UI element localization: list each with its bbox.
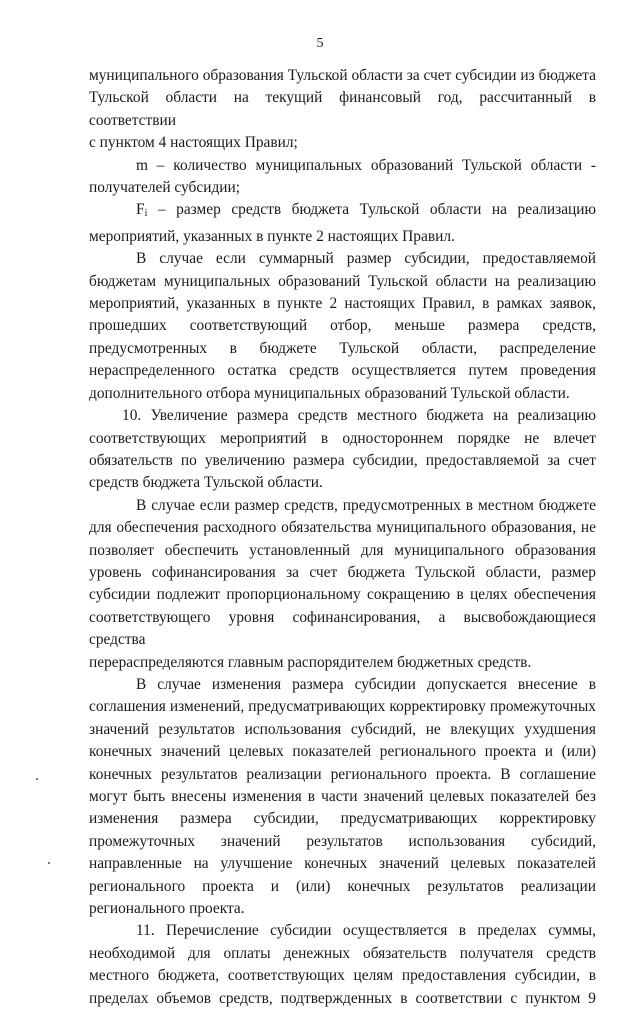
text-line: перераспределяются главным распорядителем бюджетных средств. — [89, 653, 532, 671]
text-line: В случае изменения размера субсидии допускается внесение в — [136, 675, 596, 693]
paragraph-remaining-funds — [89, 248, 596, 405]
text-line: конечных значений целевых показателей регионального проекта и (или) — [89, 743, 596, 761]
text-line: бюджетам муниципальных образований Тульской области на реализацию — [89, 272, 596, 290]
document-body — [89, 65, 596, 1010]
text-line: соответствующих мероприятий в одностороннем порядке не влечет — [89, 429, 596, 447]
text-line: обязательств по увеличению размера субсидии, предоставляемой за счет — [89, 451, 596, 469]
text-line: направленные на улучшение конечных значений целевых показателей — [89, 855, 596, 873]
paragraph-item-11 — [89, 920, 596, 1010]
text-line: В случае если суммарный размер субсидии, предоставляемой — [136, 250, 596, 268]
text-line: дополнительного отбора муниципальных образований Тульской области. — [89, 384, 570, 402]
text-line: В случае если размер средств, предусмотренных в местном бюджете — [136, 496, 596, 514]
text-line: могут быть внесены изменения в части значений целевых показателей без — [89, 788, 596, 805]
text-line: позволяет обеспечить установленный для муниципального образования — [89, 541, 596, 559]
formula-subscript: i — [144, 208, 148, 220]
text-line: m – количество муниципальных образований Тульской области - — [136, 156, 596, 174]
paragraph-m-definition — [89, 155, 596, 200]
scan-speck — [48, 862, 50, 864]
text-line: субсидии подлежит пропорциональному сокращению в целях обеспечения — [89, 586, 596, 604]
paragraph-agreement-changes — [89, 674, 596, 920]
text-line: пределах объемов средств, подтвержденных в соответствии с пунктом 9 — [89, 989, 596, 1007]
text-line: прошедших соответствующий отбор, меньше размера средств, — [89, 317, 596, 335]
text-line: получателей субсидии; — [89, 179, 241, 197]
text-line: регионального проекта и (или) конечных результатов реализации — [89, 877, 596, 895]
text-line: конечных результатов реализации регионального проекта. В соглашение — [89, 765, 596, 783]
text-line — [89, 199, 596, 225]
text-line: значений результатов использования субсидий, не влекущих ухудшения — [89, 720, 596, 738]
text-line: предусмотренных в бюджете Тульской области, распределение — [89, 339, 596, 357]
text-line: местного бюджета, соответствующих целям предоставления субсидии, в — [89, 967, 596, 985]
text-line: мероприятий, указанных в пункте 2 настоящих Правил, в рамках заявок, — [89, 295, 596, 313]
paragraph-cofinancing — [89, 495, 596, 674]
page-number: 5 — [316, 36, 324, 51]
text-line-content: – размер средств бюджета Тульской области на реализацию — [157, 201, 596, 219]
text-line: соглашения изменений, предусматривающих корректировку промежуточных — [89, 698, 596, 716]
paragraph-continuation — [89, 65, 596, 155]
text-line: необходимой для оплаты денежных обязательств получателя средств — [89, 944, 596, 962]
formula-symbol: F — [136, 201, 145, 219]
text-line: Тульской области на текущий финансовый год, рассчитанный в соответствии — [89, 89, 596, 129]
paragraph-f-definition — [89, 199, 596, 248]
text-line: мероприятий, указанных в пункте 2 настоящих Правил. — [89, 227, 455, 245]
paragraph-item-10 — [89, 405, 596, 495]
text-line: нераспределенного остатка средств осуществляется путем проведения — [89, 362, 596, 380]
text-line: соответствующего уровня софинансирования, а высвобождающиеся средства — [89, 608, 596, 649]
text-line: с пунктом 4 настоящих Правил; — [89, 134, 298, 152]
text-line: промежуточных значений результатов использования субсидий, — [89, 832, 596, 850]
text-line: уровень софинансирования за счет бюджета Тульской области, размер — [89, 563, 596, 581]
text-line: средств бюджета Тульской области. — [89, 474, 323, 492]
text-line: муниципального образования Тульской области за счет субсидии из бюджета — [89, 67, 596, 84]
text-line: 11. Перечисление субсидии осуществляется в пределах суммы, — [136, 922, 596, 940]
text-line: регионального проекта. — [89, 900, 245, 918]
text-line: для обеспечения расходного обязательства муниципального образования, не — [89, 519, 596, 537]
scan-speck — [36, 778, 38, 780]
text-line: 10. Увеличение размера средств местного бюджета на реализацию — [122, 407, 596, 425]
text-line: изменения размера субсидии, предусматривающих корректировку — [89, 810, 596, 828]
